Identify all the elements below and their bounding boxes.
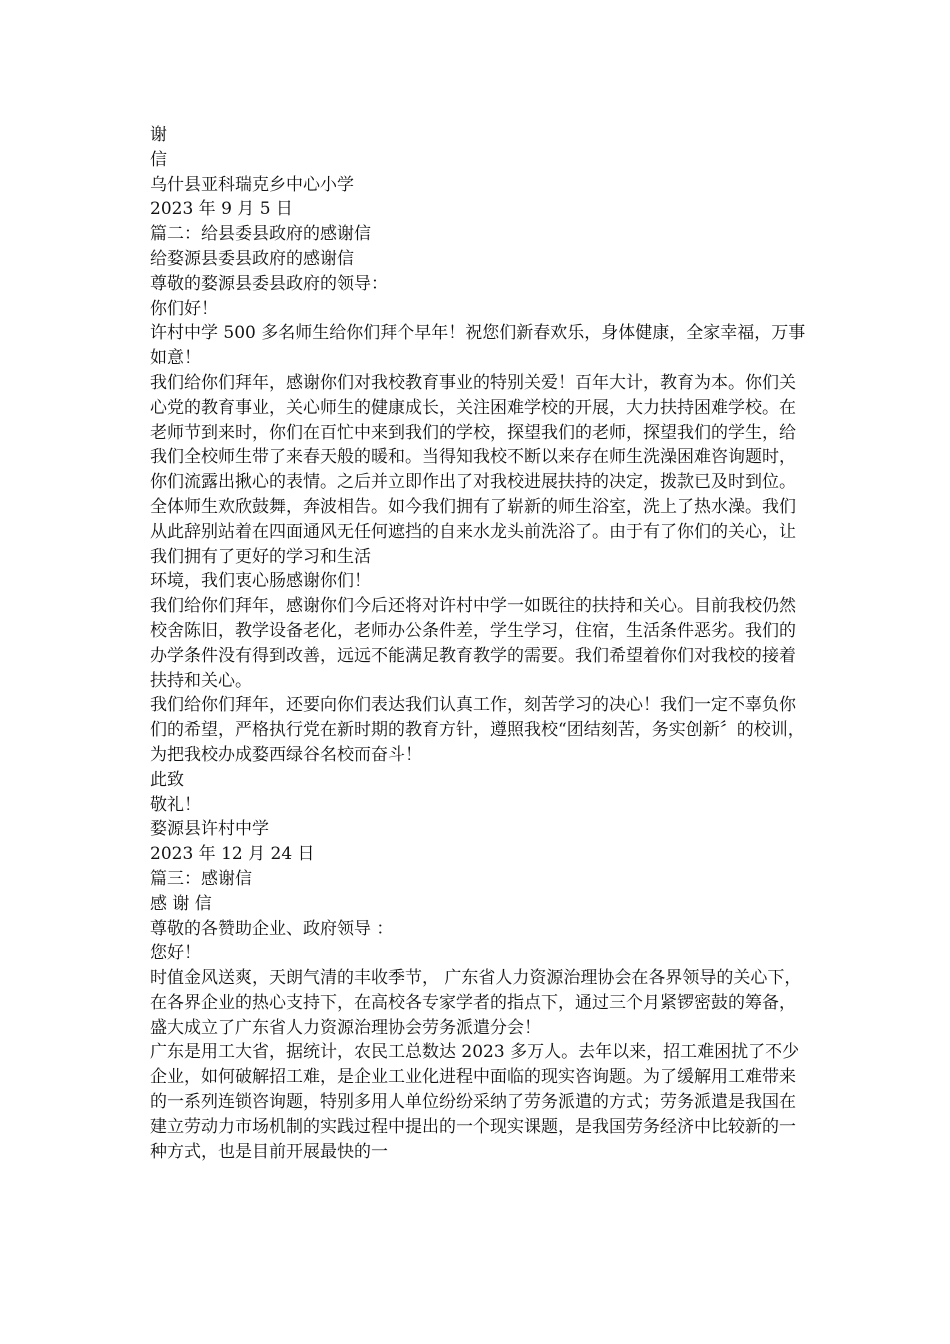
section-heading-2: 篇二：给县委县政府的感谢信	[150, 224, 371, 245]
signature-school: 乌什县亚科瑞克乡中心小学	[150, 174, 354, 195]
section-heading-3: 篇三：感谢信	[150, 868, 252, 889]
title-char-2: 信	[150, 149, 167, 170]
greeting-3: 您好！	[150, 943, 201, 964]
salutation-3: 尊敬的各赞助企业、政府领导 ：	[150, 918, 394, 939]
paragraph-labor-dispatch: 广东是用工大省，据统计，农民工总数达 2023 多万人。去年以来，招工难困扰了不少企业，如何破解招工难，是企业工业化进程中面临的现实咨询题。为了缓解用工难带来的一系列连锁咨询题，特别多用人单位纷纷采纳了劳务派遣的方式；劳务派遣是我国在建立劳动力市场机制的实践过程中提出的一个现实课题，是我国劳务经济中比较新的一种方式，也是目前开展最快的一	[150, 1042, 800, 1162]
salutation-2: 尊敬的婺源县委县政府的领导：	[150, 273, 388, 294]
paragraph-determination: 我们给你们拜年，还要向你们表达我们认真工作，刻苦学习的决心！我们一定不辜负你们的希望，严格执行党在新时期的教育方针，遵照我校“团结刻苦，务实创新〞的校训，为把我校办成婺西绿谷名校而奋斗！	[150, 695, 805, 765]
letter-title-2: 给婺源县委县政府的感谢信	[150, 248, 354, 269]
closing-regards: 此致	[150, 769, 184, 790]
paragraph-thanks-care: 我们给你们拜年，感谢你们对我校教育事业的特别关爱！百年大计，教育为本。你们关心党的教育事业，关心师生的健康成长，关注困难学校的开展，大力扶持困难学校。在老师节到来时，你们在百忙中来到我们的学校，探望我们的老师，探望我们的学生，给我们全校师生带了来春天般的暖和。当得知我校不断以来存在师生洗澡困难咨询题时，你们流露出揪心的表情。之后并立即作出了对我校进展扶持的决定，拨款已及时到位。全体师生欢欣鼓舞，奔波相告。如今我们拥有了崭新的师生浴室，洗上了热水澡。我们从此辞别站着在四面通风无任何遮挡的自来水龙头前洗浴了。由于有了你们的关心，让我们拥有了更好的学习和生活	[150, 372, 796, 567]
letter-title-3: 感 谢 信	[150, 893, 212, 914]
paragraph-new-year: 许村中学 500 多名师生给你们拜个早年！祝您们新春欢乐，身体健康，全家幸福，万事如意！	[150, 323, 806, 369]
document-page	[150, 123, 810, 1164]
title-char-1: 谢	[150, 125, 167, 145]
paragraph-association-founded: 时值金风送爽，天朗气清的丰收季节， 广东省人力资源治理协会在各界领导的关心下，在各界企业的热心支持下，在高校各专家学者的指点下，通过三个月紧锣密鼓的筹备，盛大成立了广东省人力资源治理协会劳务派遣分会！	[150, 968, 802, 1038]
signature-school-2: 婺源县许村中学	[150, 819, 269, 840]
paragraph-future-support: 我们给你们拜年，感谢你们今后还将对许村中学一如既往的扶持和关心。目前我校仍然校舍陈旧，教学设备老化，老师办公条件差，学生学习，住宿，生活条件恶劣。我们的办学条件没有得到改善，远远不能满足教育教学的需要。我们希望着你们对我校的接着扶持和关心。	[150, 596, 796, 691]
signature-date: 2023 年 9 月 5 日	[150, 199, 293, 220]
paragraph-thanks-care-end: 环境，我们衷心肠感谢你们！	[150, 571, 371, 592]
greeting-2: 你们好！	[150, 298, 218, 319]
signature-date-2: 2023 年 12 月 24 日	[150, 844, 315, 865]
closing-salute: 敬礼！	[150, 794, 201, 815]
